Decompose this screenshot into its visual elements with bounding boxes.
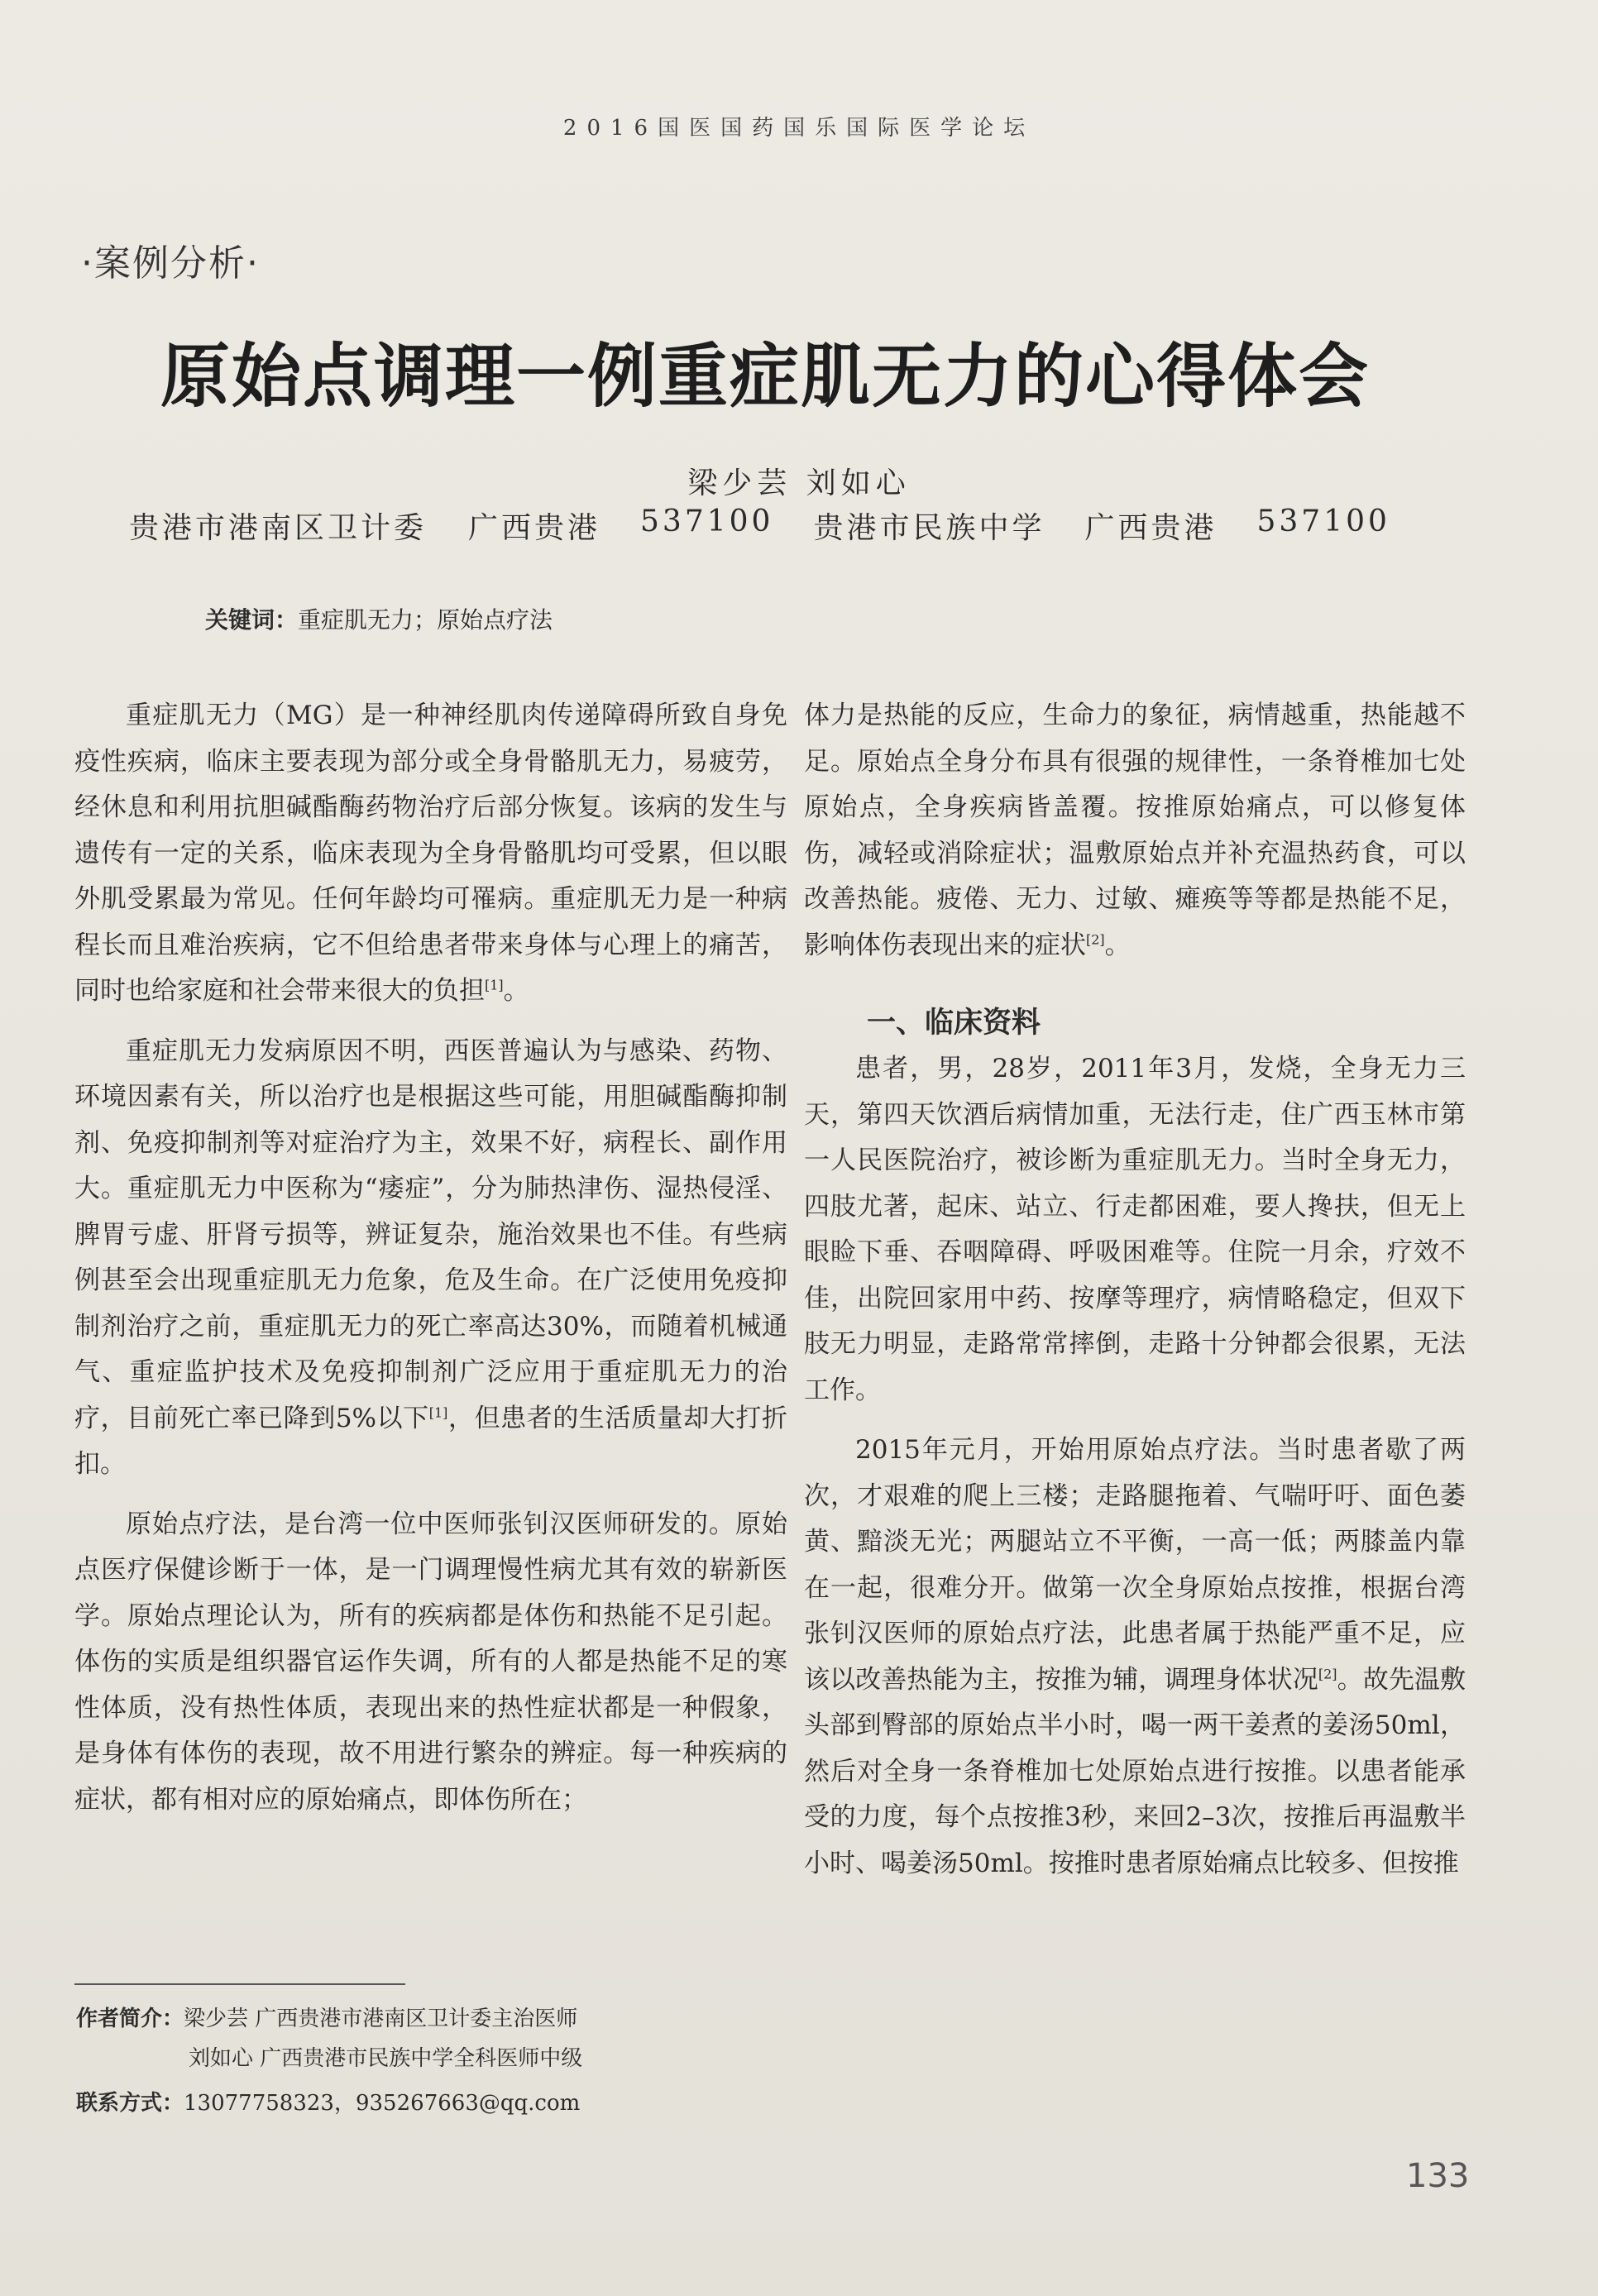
footnote-contact-label: 联系方式：	[76, 2091, 184, 2116]
paragraph: 体力是热能的反应，生命力的象征，病情越重，热能越不足。原始点全身分布具有很强的规律性，一条脊椎加七处原始点，全身疾病皆盖覆。按推原始痛点，可以修复体伤，减轻或消除症状；温敷原始点并补充温热药食，可以改善热能。疲倦、无力、过敏、瘫痪等等都是热能不足，影响体伤表现出来的症状[2]。	[804, 701, 1466, 960]
affiliation-zip-2: 537100	[1256, 505, 1390, 538]
running-header: 2016国医国药国乐国际医学论坛	[562, 116, 1036, 141]
affiliations	[129, 505, 1399, 547]
right-column	[804, 693, 1466, 1901]
footnote-divider	[74, 1983, 405, 1985]
section-tag: ·案例分析·	[81, 242, 260, 285]
keywords	[205, 602, 553, 635]
footnote-contact: 联系方式：13077758323，935267663@qq.com	[76, 2091, 581, 2116]
page-number: 133	[1406, 2157, 1470, 2195]
keywords-label: 关键词：	[205, 606, 299, 634]
authors: 梁少芸 刘如心	[687, 466, 911, 500]
paragraph: 重症肌无力（MG）是一种神经肌肉传递障碍所致自身免疫性疾病，临床主要表现为部分或全身骨骼肌无力，易疲劳，经休息和利用抗胆碱酯酶药物治疗后部分恢复。该病的发生与遗传有一定的关系，临床表现为全身骨骼肌均可受累，但以眼外肌受累最为常见。任何年龄均可罹病。重症肌无力是一种病程长而且难治疾病，它不但给患者带来身体与心理上的痛苦，同时也给家庭和社会带来很大的负担[1]。	[74, 701, 787, 1006]
paragraph: 重症肌无力发病原因不明，西医普遍认为与感染、药物、环境因素有关，所以治疗也是根据这些可能，用胆碱酯酶抑制剂、免疫抑制剂等对症治疗为主，效果不好，病程长、副作用大。重症肌无力中医称为“痿症”，分为肺热津伤、湿热侵淫、脾胃亏虚、肝肾亏损等，辨证复杂，施治效果也不佳。有些病例甚至会出现重症肌无力危象，危及生命。在广泛使用免疫抑制剂治疗之前，重症肌无力的死亡率高达30%，而随着机械通气、重症监护技术及免疫抑制剂广泛应用于重症肌无力的治疗，目前死亡率已降到5%以下[1]，但患者的生活质量却大打折扣。	[74, 1036, 787, 1479]
keywords-value: 重症肌无力；原始点疗法	[298, 606, 553, 634]
paragraph: 患者，男，28岁，2011年3月，发烧，全身无力三天，第四天饮酒后病情加重，无法行走，住广西玉林市第一人民医院治疗，被诊断为重症肌无力。当时全身无力，四肢尤著，起床、站立、行走都困难，要人搀扶，但无上眼睑下垂、吞咽障碍、呼吸困难等。住院一月余，疗效不佳，出院回家用中药、按摩等理疗，病情略稳定，但双下肢无力明显，走路常常摔倒，走路十分钟都会很累，无法工作。	[804, 1054, 1466, 1405]
footnote-author-1: 作者简介：梁少芸 广西贵港市港南区卫计委主治医师	[76, 2007, 578, 2031]
footnote-author-label: 作者简介：	[76, 2007, 184, 2031]
affiliation-province-1: 广西贵港	[468, 511, 601, 545]
affiliation-org-1: 贵港市港南区卫计委	[129, 511, 428, 545]
affiliation-org-2: 贵港市民族中学	[813, 511, 1045, 545]
footnote-author-2: 刘如心 广西贵港市民族中学全科医师中级	[189, 2046, 583, 2071]
left-column	[74, 693, 787, 1837]
affiliation-zip-1: 537100	[640, 505, 774, 538]
citation-ref: [1]	[428, 1404, 448, 1421]
citation-ref: [1]	[485, 977, 504, 993]
affiliation-province-2: 广西贵港	[1084, 511, 1218, 545]
article-title: 原始点调理一例重症肌无力的心得体会	[160, 335, 1370, 417]
citation-ref: [2]	[1318, 1666, 1337, 1682]
paragraph: 2015年元月，开始用原始点疗法。当时患者歇了两次，才艰难的爬上三楼；走路腿拖着、气喘吁吁、面色萎黄、黯淡无光；两腿站立不平衡，一高一低；两膝盖内靠在一起，很难分开。做第一次全身原始点按推，根据台湾张钊汉医师的原始点疗法，此患者属于热能严重不足，应该以改善热能为主，按推为辅，调理身体状况[2]。故先温敷头部到臀部的原始点半小时，喝一两干姜煮的姜汤50ml，然后对全身一条脊椎加七处原始点进行按推。以患者能承受的力度，每个点按推3秒，来回2–3次，按推后再温敷半小时、喝姜汤50ml。按推时患者原始痛点比较多、但按推	[804, 1435, 1466, 1878]
citation-ref: [2]	[1086, 931, 1105, 948]
paragraph: 原始点疗法，是台湾一位中医师张钊汉医师研发的。原始点医疗保健诊断于一体，是一门调理慢性病尤其有效的崭新医学。原始点理论认为，所有的疾病都是体伤和热能不足引起。体伤的实质是组织器官运作失调，所有的人都是热能不足的寒性体质，没有热性体质，表现出来的热性症状都是一种假象，是身体有体伤的表现，故不用进行繁杂的辨症。每一种疾病的症状，都有相对应的原始痛点，即体伤所在；	[74, 1509, 787, 1815]
section-heading: 一、临床资料	[867, 1007, 1041, 1040]
